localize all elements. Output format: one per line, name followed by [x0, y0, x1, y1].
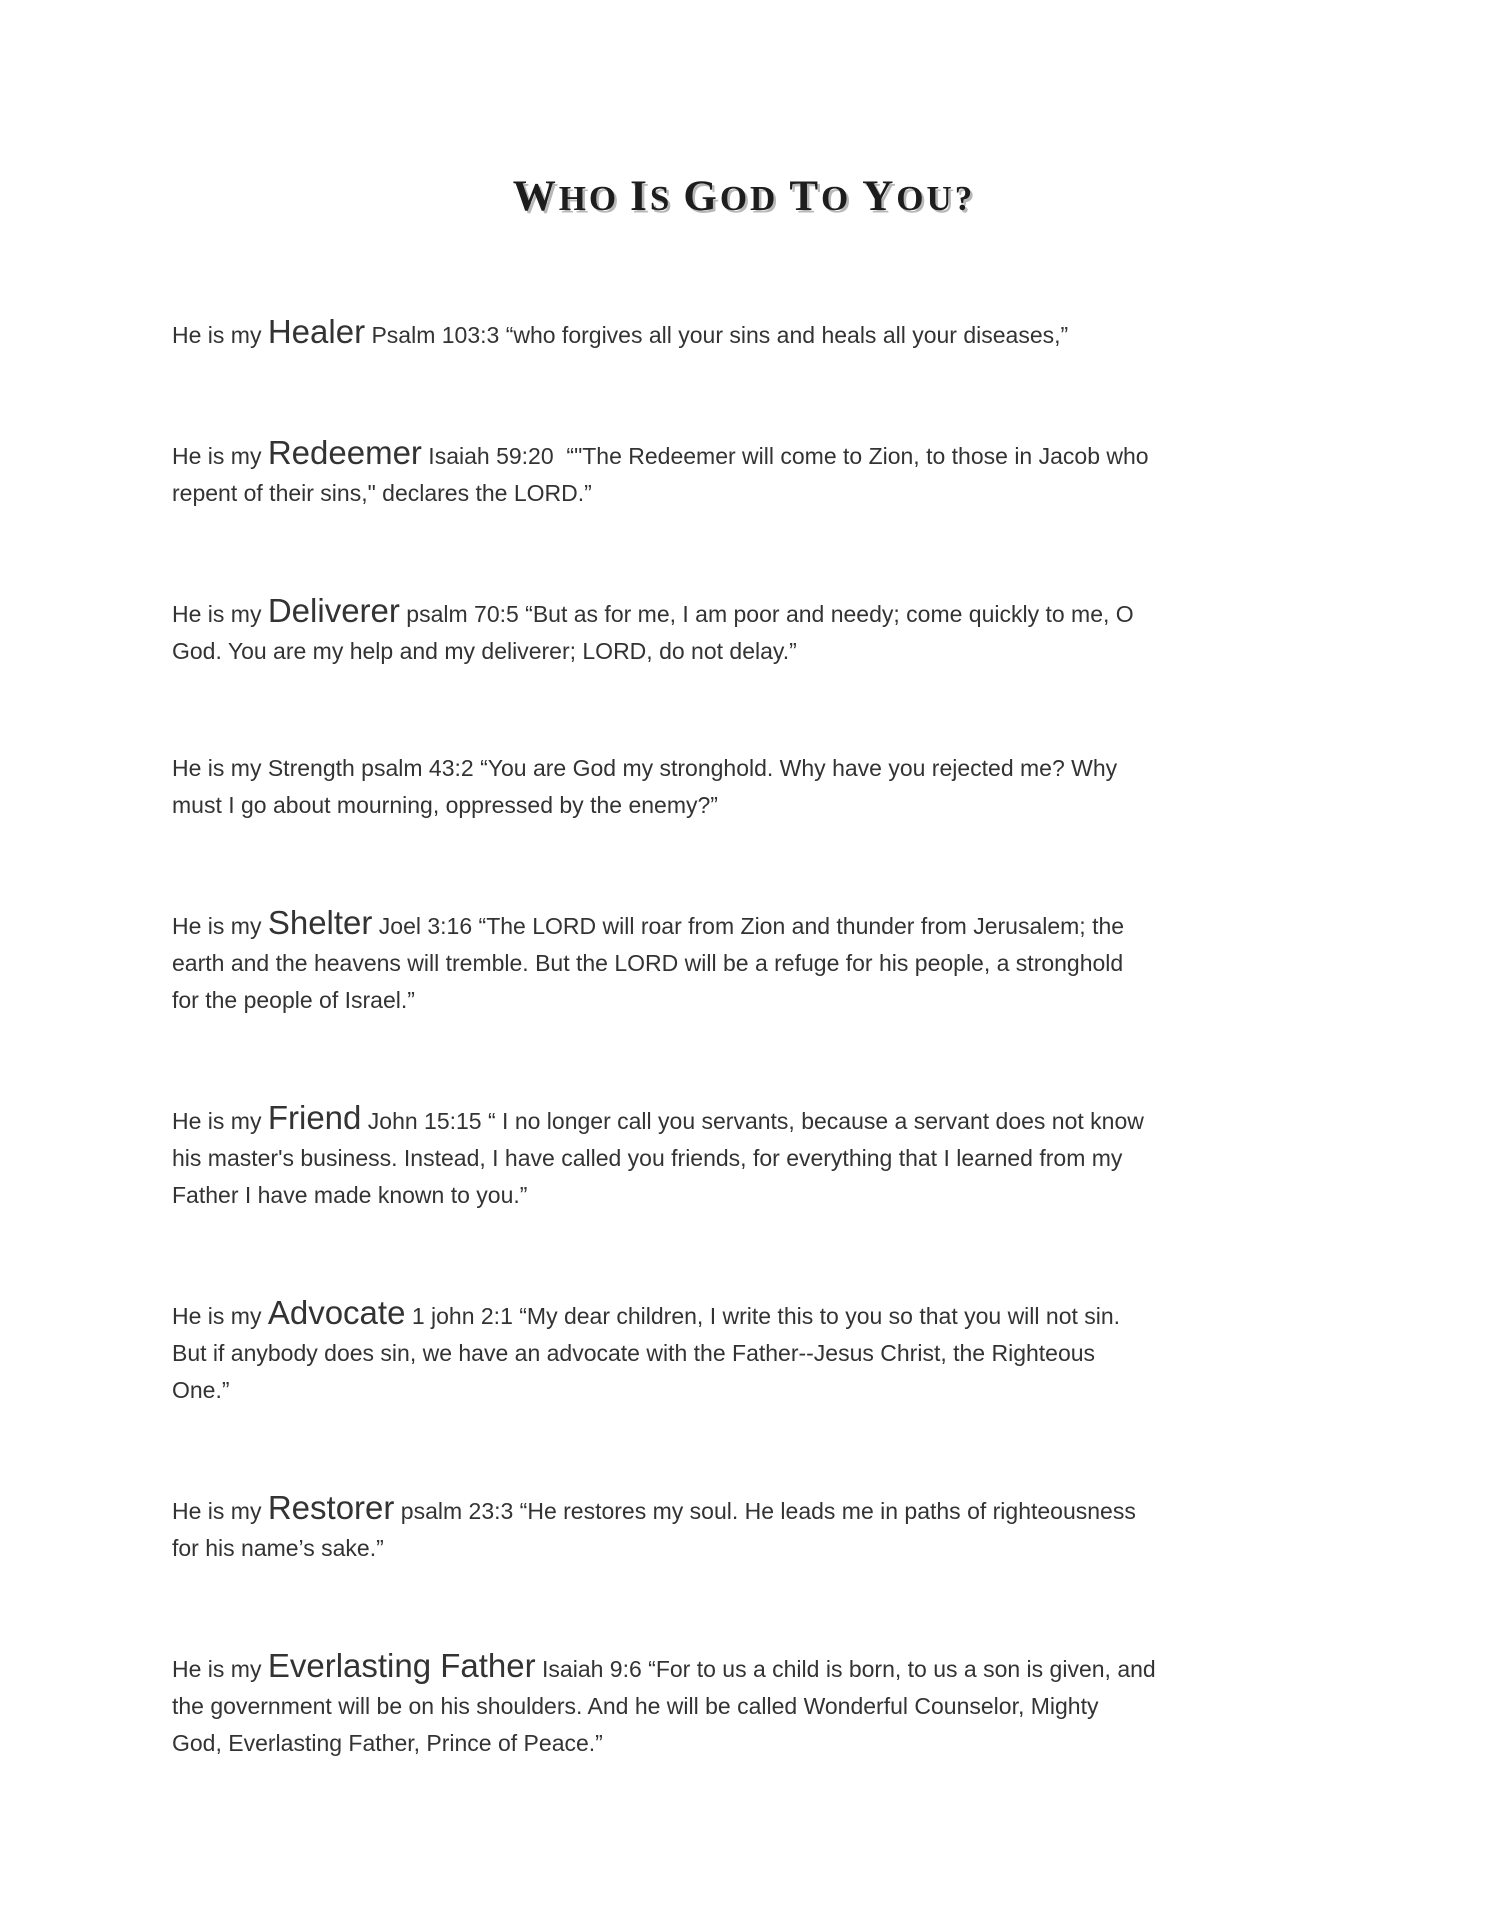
line-2: repent of their sins," declares the LORD.” [172, 480, 592, 507]
line-2: the government will be on his shoulders. And he will be called Wonderful Counselor, Mighty [172, 1693, 1099, 1720]
scripture-paragraph-advocate [172, 1294, 1316, 1409]
scripture-paragraph-deliverer [172, 592, 1316, 670]
line-1: 1 john 2:1 “My dear children, I write this to you so that you will not sin. [405, 1303, 1121, 1330]
line-2: his master's business. Instead, I have called you friends, for everything that I learned from my [172, 1145, 1123, 1172]
keyword: Healer [267, 313, 366, 351]
keyword: Advocate [267, 1294, 406, 1332]
lead-text: He is my [172, 1656, 268, 1683]
lead-text: He is my [172, 913, 268, 940]
scripture-paragraph-healer [172, 313, 1316, 354]
lead-text: He is my [172, 322, 268, 349]
line-2: for his name’s sake.” [172, 1535, 384, 1562]
line-1: psalm 23:3 “He restores my soul. He leads me in paths of righteousness [394, 1498, 1136, 1525]
line-2: But if anybody does sin, we have an advocate with the Father--Jesus Christ, the Righteous [172, 1340, 1096, 1367]
line-1: psalm 43:2 “You are God my stronghold. Why have you rejected me? Why [354, 755, 1118, 782]
keyword: Shelter [267, 904, 373, 942]
lead-text: He is my [172, 443, 268, 470]
line-1: Isaiah 9:6 “For to us a child is born, to us a son is given, and [535, 1656, 1156, 1683]
lead-text: He is my [172, 1498, 268, 1525]
lead-text: He is my [172, 1108, 268, 1135]
line-3: One.” [172, 1377, 230, 1404]
scripture-paragraph-friend [172, 1099, 1316, 1214]
line-2: earth and the heavens will tremble. But the LORD will be a refuge for his people, a stronghold [172, 950, 1124, 977]
keyword: Restorer [267, 1489, 395, 1527]
keyword: Redeemer [267, 434, 422, 472]
scripture-list [0, 313, 1488, 1762]
keyword: Deliverer [267, 592, 400, 630]
line-1: Isaiah 59:20 “"The Redeemer will come to Zion, to those in Jacob who [421, 443, 1149, 470]
line-3: God, Everlasting Father, Prince of Peace.” [172, 1730, 603, 1757]
line-3: for the people of Israel.” [172, 987, 415, 1014]
scripture-paragraph-redeemer [172, 434, 1316, 512]
line-1: psalm 70:5 “But as for me, I am poor and needy; come quickly to me, O [399, 601, 1134, 628]
keyword: Strength [267, 755, 355, 782]
scripture-paragraph-strength [172, 750, 1316, 824]
page-title: WHO IS GOD TO YOU? [512, 173, 976, 220]
line-3: Father I have made known to you.” [172, 1182, 528, 1209]
line-1: Psalm 103:3 “who forgives all your sins and heals all your diseases,” [365, 322, 1069, 349]
line-2: God. You are my help and my deliverer; LORD, do not delay.” [172, 638, 797, 665]
lead-text: He is my [172, 755, 268, 782]
line-1: Joel 3:16 “The LORD will roar from Zion and thunder from Jerusalem; the [372, 913, 1125, 940]
line-1: John 15:15 “ I no longer call you servants, because a servant does not know [361, 1108, 1144, 1135]
keyword: Friend [267, 1099, 362, 1137]
keyword: Everlasting Father [267, 1647, 536, 1685]
scripture-paragraph-restorer [172, 1489, 1316, 1567]
scripture-paragraph-shelter [172, 904, 1316, 1019]
line-2: must I go about mourning, oppressed by the enemy?” [172, 792, 718, 819]
scripture-paragraph-everlasting-father [172, 1647, 1316, 1762]
lead-text: He is my [172, 1303, 268, 1330]
lead-text: He is my [172, 601, 268, 628]
